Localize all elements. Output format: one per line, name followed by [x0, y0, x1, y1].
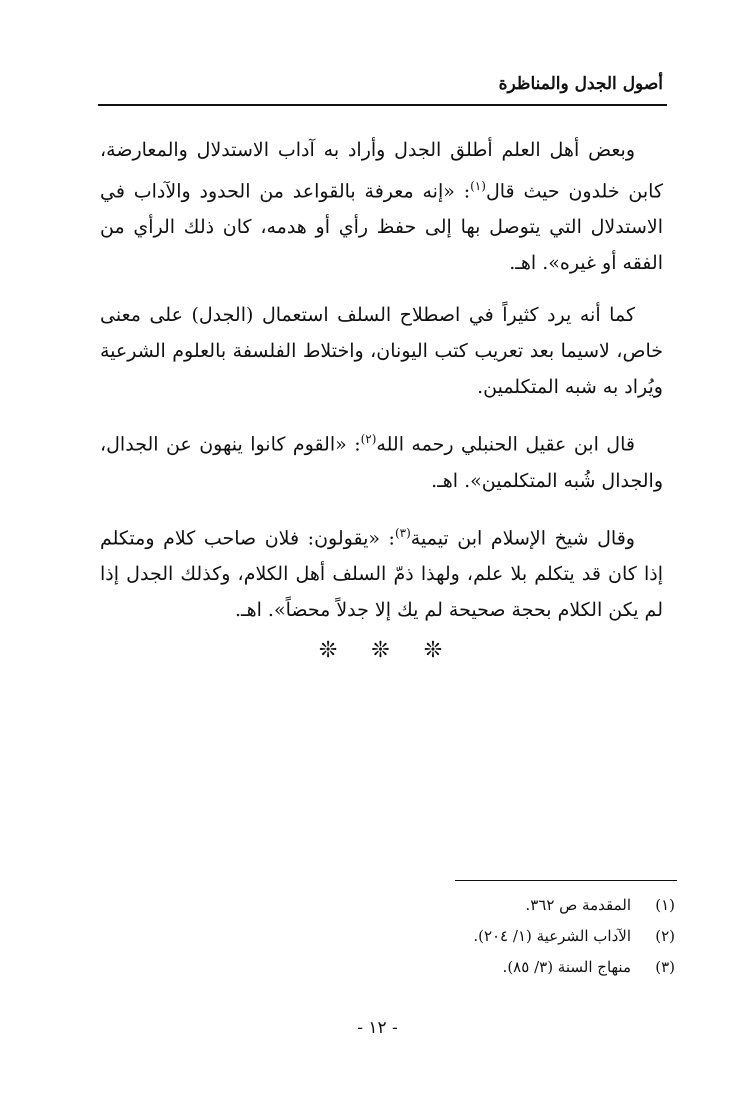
footnote-3 [473, 952, 675, 983]
page-number: - ١٢ - [357, 1018, 398, 1038]
footnote-marker-1: (١) [470, 179, 486, 193]
footnotes [473, 890, 675, 983]
paragraph-text: : «القوم كانوا ينهون عن الجدال، والجدال شُبه المتكلمين». اهـ. [100, 433, 663, 492]
paragraph-3 [100, 421, 663, 498]
paragraph-text: كما أنه يرد كثيراً في اصطلاح السلف استعمال (الجدل) على معنى خاص، لاسيما بعد تعريب كتب اليونان، واختلاط الفلسفة بالعلوم الشرعية ويُراد به شبه المتكلمين. [100, 304, 663, 399]
paragraph-text: قال ابن عقيل الحنبلي رحمه الله [376, 433, 635, 456]
footnote-1 [473, 890, 675, 921]
footnote-number: (٣) [655, 958, 675, 976]
footnote-number: (٢) [655, 927, 675, 945]
body-text [100, 132, 663, 644]
footnote-text: الآداب الشرعية (١/ ٢٠٤). [473, 927, 631, 945]
header-rule [98, 104, 667, 106]
paragraph-text: : «يقولون: فلان صاحب كلام ومتكلم إذا كان قد يتكلم بلا علم، ولهذا ذمّ السلف أهل الكلام، وكذلك الجدل إذا لم يكن الكلام بحجة صحيحة لم يك إلا جدلاً محضاً». اهـ. [100, 526, 663, 621]
footnote-2 [473, 921, 675, 952]
footnote-rule [455, 880, 677, 881]
paragraph-1 [100, 132, 663, 281]
running-title: أصول الجدل والمناظرة [498, 74, 663, 94]
footnote-text: المقدمة ص ٣٦٢. [525, 896, 631, 914]
footnote-marker-3: (٣) [394, 525, 411, 540]
footnote-marker-2: (٢) [360, 432, 377, 447]
paragraph-text: وقال شيخ الإسلام ابن تيمية [410, 526, 635, 549]
footnote-text: منهاج السنة (٣/ ٨٥). [502, 958, 631, 976]
paragraph-text: وبعض أهل العلم أطلق الجدل وأراد به آداب الاستدلال والمعارضة، كابن خلدون حيث قال [100, 139, 664, 203]
paragraph-4 [100, 515, 663, 628]
footnote-number: (١) [655, 896, 675, 914]
paragraph-2 [100, 297, 663, 405]
section-separator: ❊❊❊ [318, 638, 477, 663]
paragraph-text: : «إنه معرفة بالقواعد من الحدود والآداب في الاستدلال التي يتوصل بها إلى حفظ رأي أو هدمه، كان ذلك الرأي من الفقه أو غيره». اهـ. [100, 180, 663, 275]
